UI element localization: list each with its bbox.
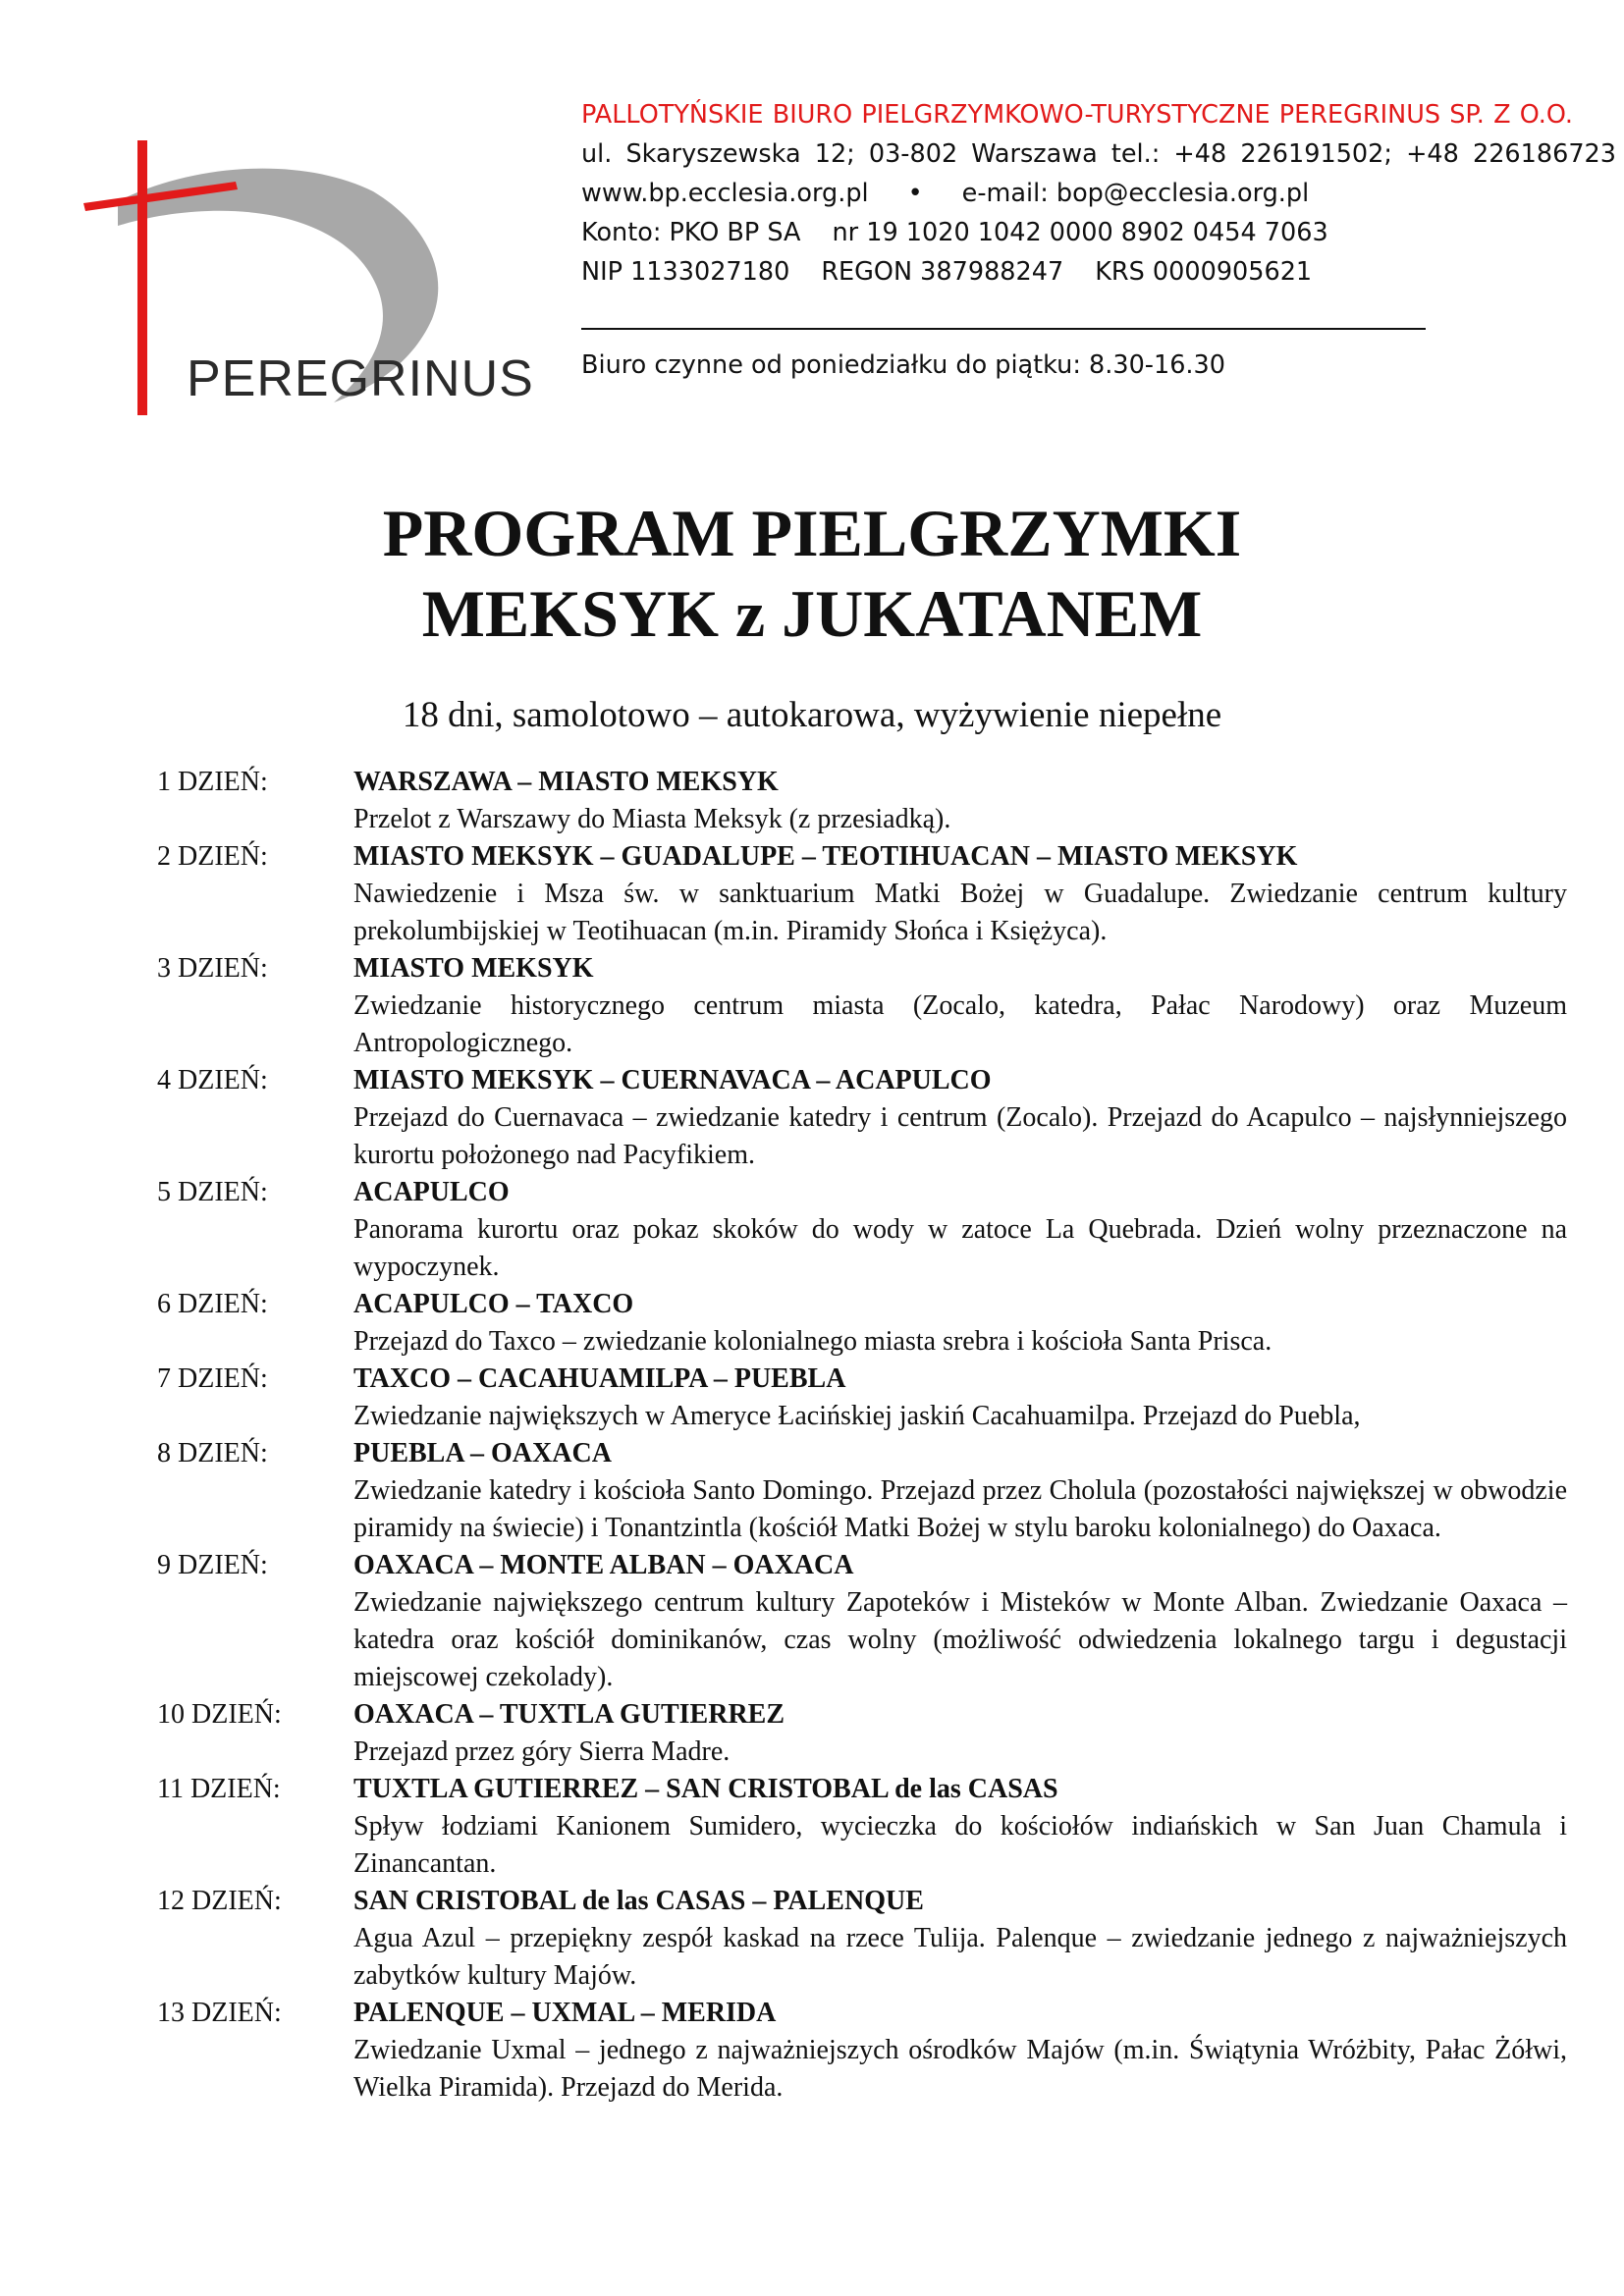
day-description: Zwiedzanie największego centrum kultury Zapoteków i Misteków w Monte Alban. Zwiedzanie Oaxaca – katedra oraz kościół dominikanów, czas wolny (możliwość odwiedzenia lokalnego targu i degustacji miejscowej czekolady). [353, 1587, 1567, 1692]
day-label: 9 DZIEŃ: [157, 1550, 268, 1580]
program-title-line2: MEKSYK z JUKATANEM [421, 576, 1203, 651]
nip-number: NIP 1133027180 [581, 257, 790, 287]
logo-cross-vertical [137, 140, 147, 415]
day-description: Panorama kurortu oraz pokaz skoków do wody w zatoce La Quebrada. Dzień wolny przeznaczone na wypoczynek. [353, 1214, 1567, 1282]
itinerary-day [157, 1771, 1567, 1883]
itinerary-day [157, 1174, 1567, 1286]
day-route: MIASTO MEKSYK – CUERNAVACA – ACAPULCO [353, 1065, 992, 1095]
company-name-word: SP. [1449, 100, 1485, 130]
company-name-word: O.O. [1519, 100, 1573, 130]
company-ids-line [581, 252, 1573, 292]
day-label: 7 DZIEŃ: [157, 1363, 268, 1394]
day-description: Zwiedzanie historycznego centrum miasta (Zocalo, katedra, Pałac Narodowy) oraz Muzeum Antropologicznego. [353, 990, 1567, 1058]
day-label: 3 DZIEŃ: [157, 953, 268, 984]
day-route: TAXCO – CACAHUAMILPA – PUEBLA [353, 1363, 846, 1394]
day-route: OAXACA – TUXTLA GUTIERREZ [353, 1699, 785, 1730]
day-route: MIASTO MEKSYK – GUADALUPE – TEOTIHUACAN – MIASTO MEKSYK [353, 841, 1298, 872]
day-route: PUEBLA – OAXACA [353, 1438, 612, 1468]
bullet-separator: • [907, 179, 923, 208]
account-number: nr 19 1020 1042 0000 8902 0454 7063 [832, 218, 1328, 247]
company-name-word: Z [1493, 100, 1511, 130]
krs-number: KRS 0000905621 [1095, 257, 1313, 287]
day-label: 13 DZIEŃ: [157, 1998, 282, 2028]
company-contact-line [581, 174, 1573, 213]
day-description: Nawiedzenie i Msza św. w sanktuarium Matki Bożej w Guadalupe. Zwiedzanie centrum kultury prekolumbijskiej w Teotihuacan (m.in. Piramidy Słońca i Księżyca). [353, 879, 1567, 946]
day-route: PALENQUE – UXMAL – MERIDA [353, 1998, 777, 2028]
header-divider [581, 328, 1426, 330]
day-description: Przelot z Warszawy do Miasta Meksyk (z przesiadką). [353, 804, 951, 834]
day-route: TUXTLA GUTIERREZ – SAN CRISTOBAL de las CASAS [353, 1774, 1058, 1804]
itinerary-day [157, 950, 1567, 1062]
company-name-word: BIURO [772, 100, 853, 130]
day-description: Agua Azul – przepiękny zespół kaskad na rzece Tulija. Palenque – zwiedzanie jednego z najważniejszych zabytków kultury Majów. [353, 1923, 1567, 1991]
company-email-link[interactable]: e-mail: bop@ecclesia.org.pl [961, 179, 1310, 208]
day-label: 11 DZIEŃ: [157, 1774, 281, 1804]
itinerary-day [157, 1547, 1567, 1696]
day-route: MIASTO MEKSYK [353, 953, 594, 984]
company-website-link[interactable]: www.bp.ecclesia.org.pl [581, 179, 869, 208]
company-name-word: PEREGRINUS [1278, 100, 1441, 130]
itinerary-day [157, 1435, 1567, 1547]
itinerary-day [157, 1696, 1567, 1771]
itinerary-day [157, 1883, 1567, 1995]
day-route: WARSZAWA – MIASTO MEKSYK [353, 767, 779, 797]
itinerary-day [157, 838, 1567, 950]
day-route: SAN CRISTOBAL de las CASAS – PALENQUE [353, 1886, 924, 1916]
office-hours: Biuro czynne od poniedziałku do piątku: 8.30-16.30 [581, 350, 1225, 380]
itinerary-day [157, 1995, 1567, 2107]
day-description: Zwiedzanie katedry i kościoła Santo Domingo. Przejazd przez Cholula (pozostałości największej w obwodzie piramidy na świecie) i Tonantzintla (kościół Matki Bożej w stylu baroku kolonialnego) do Oaxaca. [353, 1475, 1567, 1543]
program-subtitle: 18 dni, samolotowo – autokarowa, wyżywienie niepełne [402, 695, 1222, 735]
itinerary-day [157, 1062, 1567, 1174]
itinerary-list [157, 764, 1567, 2107]
day-label: 2 DZIEŃ: [157, 841, 268, 872]
day-description: Przejazd do Cuernavaca – zwiedzanie katedry i centrum (Zocalo). Przejazd do Acapulco – najsłynniejszego kurortu położonego nad Pacyfikiem. [353, 1102, 1567, 1170]
company-account-line [581, 213, 1573, 252]
company-name-word: PIELGRZYMKOWO-TURYSTYCZNE [861, 100, 1271, 130]
day-route: OAXACA – MONTE ALBAN – OAXACA [353, 1550, 854, 1580]
day-description: Zwiedzanie największych w Ameryce Łacińskiej jaskiń Cacahuamilpa. Przejazd do Puebla, [353, 1401, 1361, 1431]
day-label: 10 DZIEŃ: [157, 1699, 282, 1730]
day-description: Zwiedzanie Uxmal – jednego z najważniejszych ośrodków Majów (m.in. Świątynia Wróżbity, Pałac Żółwi, Wielka Piramida). Przejazd do Merida. [353, 2035, 1567, 2103]
company-name-word: PALLOTYŃSKIE [581, 100, 764, 130]
itinerary-day [157, 764, 1567, 838]
company-address: ul. Skaryszewska 12; 03-802 Warszawa tel.: +48 226191502; +48 226186723 [581, 139, 1617, 169]
regon-number: REGON 387988247 [821, 257, 1064, 287]
day-label: 1 DZIEŃ: [157, 767, 268, 797]
day-description: Spływ łodziami Kanionem Sumidero, wycieczka do kościołów indiańskich w San Juan Chamula i Zinancantan. [353, 1811, 1567, 1879]
account-label: Konto: PKO BP SA [581, 218, 801, 247]
program-title-line1: PROGRAM PIELGRZYMKI [382, 496, 1242, 570]
day-label: 4 DZIEŃ: [157, 1065, 268, 1095]
itinerary-day [157, 1361, 1567, 1435]
day-label: 12 DZIEŃ: [157, 1886, 282, 1916]
day-description: Przejazd przez góry Sierra Madre. [353, 1736, 731, 1767]
day-description: Przejazd do Taxco – zwiedzanie kolonialnego miasta srebra i kościoła Santa Prisca. [353, 1326, 1272, 1357]
day-route: ACAPULCO [353, 1177, 510, 1207]
logo-wordmark: PEREGRINUS [187, 350, 534, 407]
day-route: ACAPULCO – TAXCO [353, 1289, 634, 1319]
itinerary-day [157, 1286, 1567, 1361]
company-name [581, 95, 1573, 134]
day-label: 8 DZIEŃ: [157, 1438, 268, 1468]
day-label: 5 DZIEŃ: [157, 1177, 268, 1207]
day-label: 6 DZIEŃ: [157, 1289, 268, 1319]
